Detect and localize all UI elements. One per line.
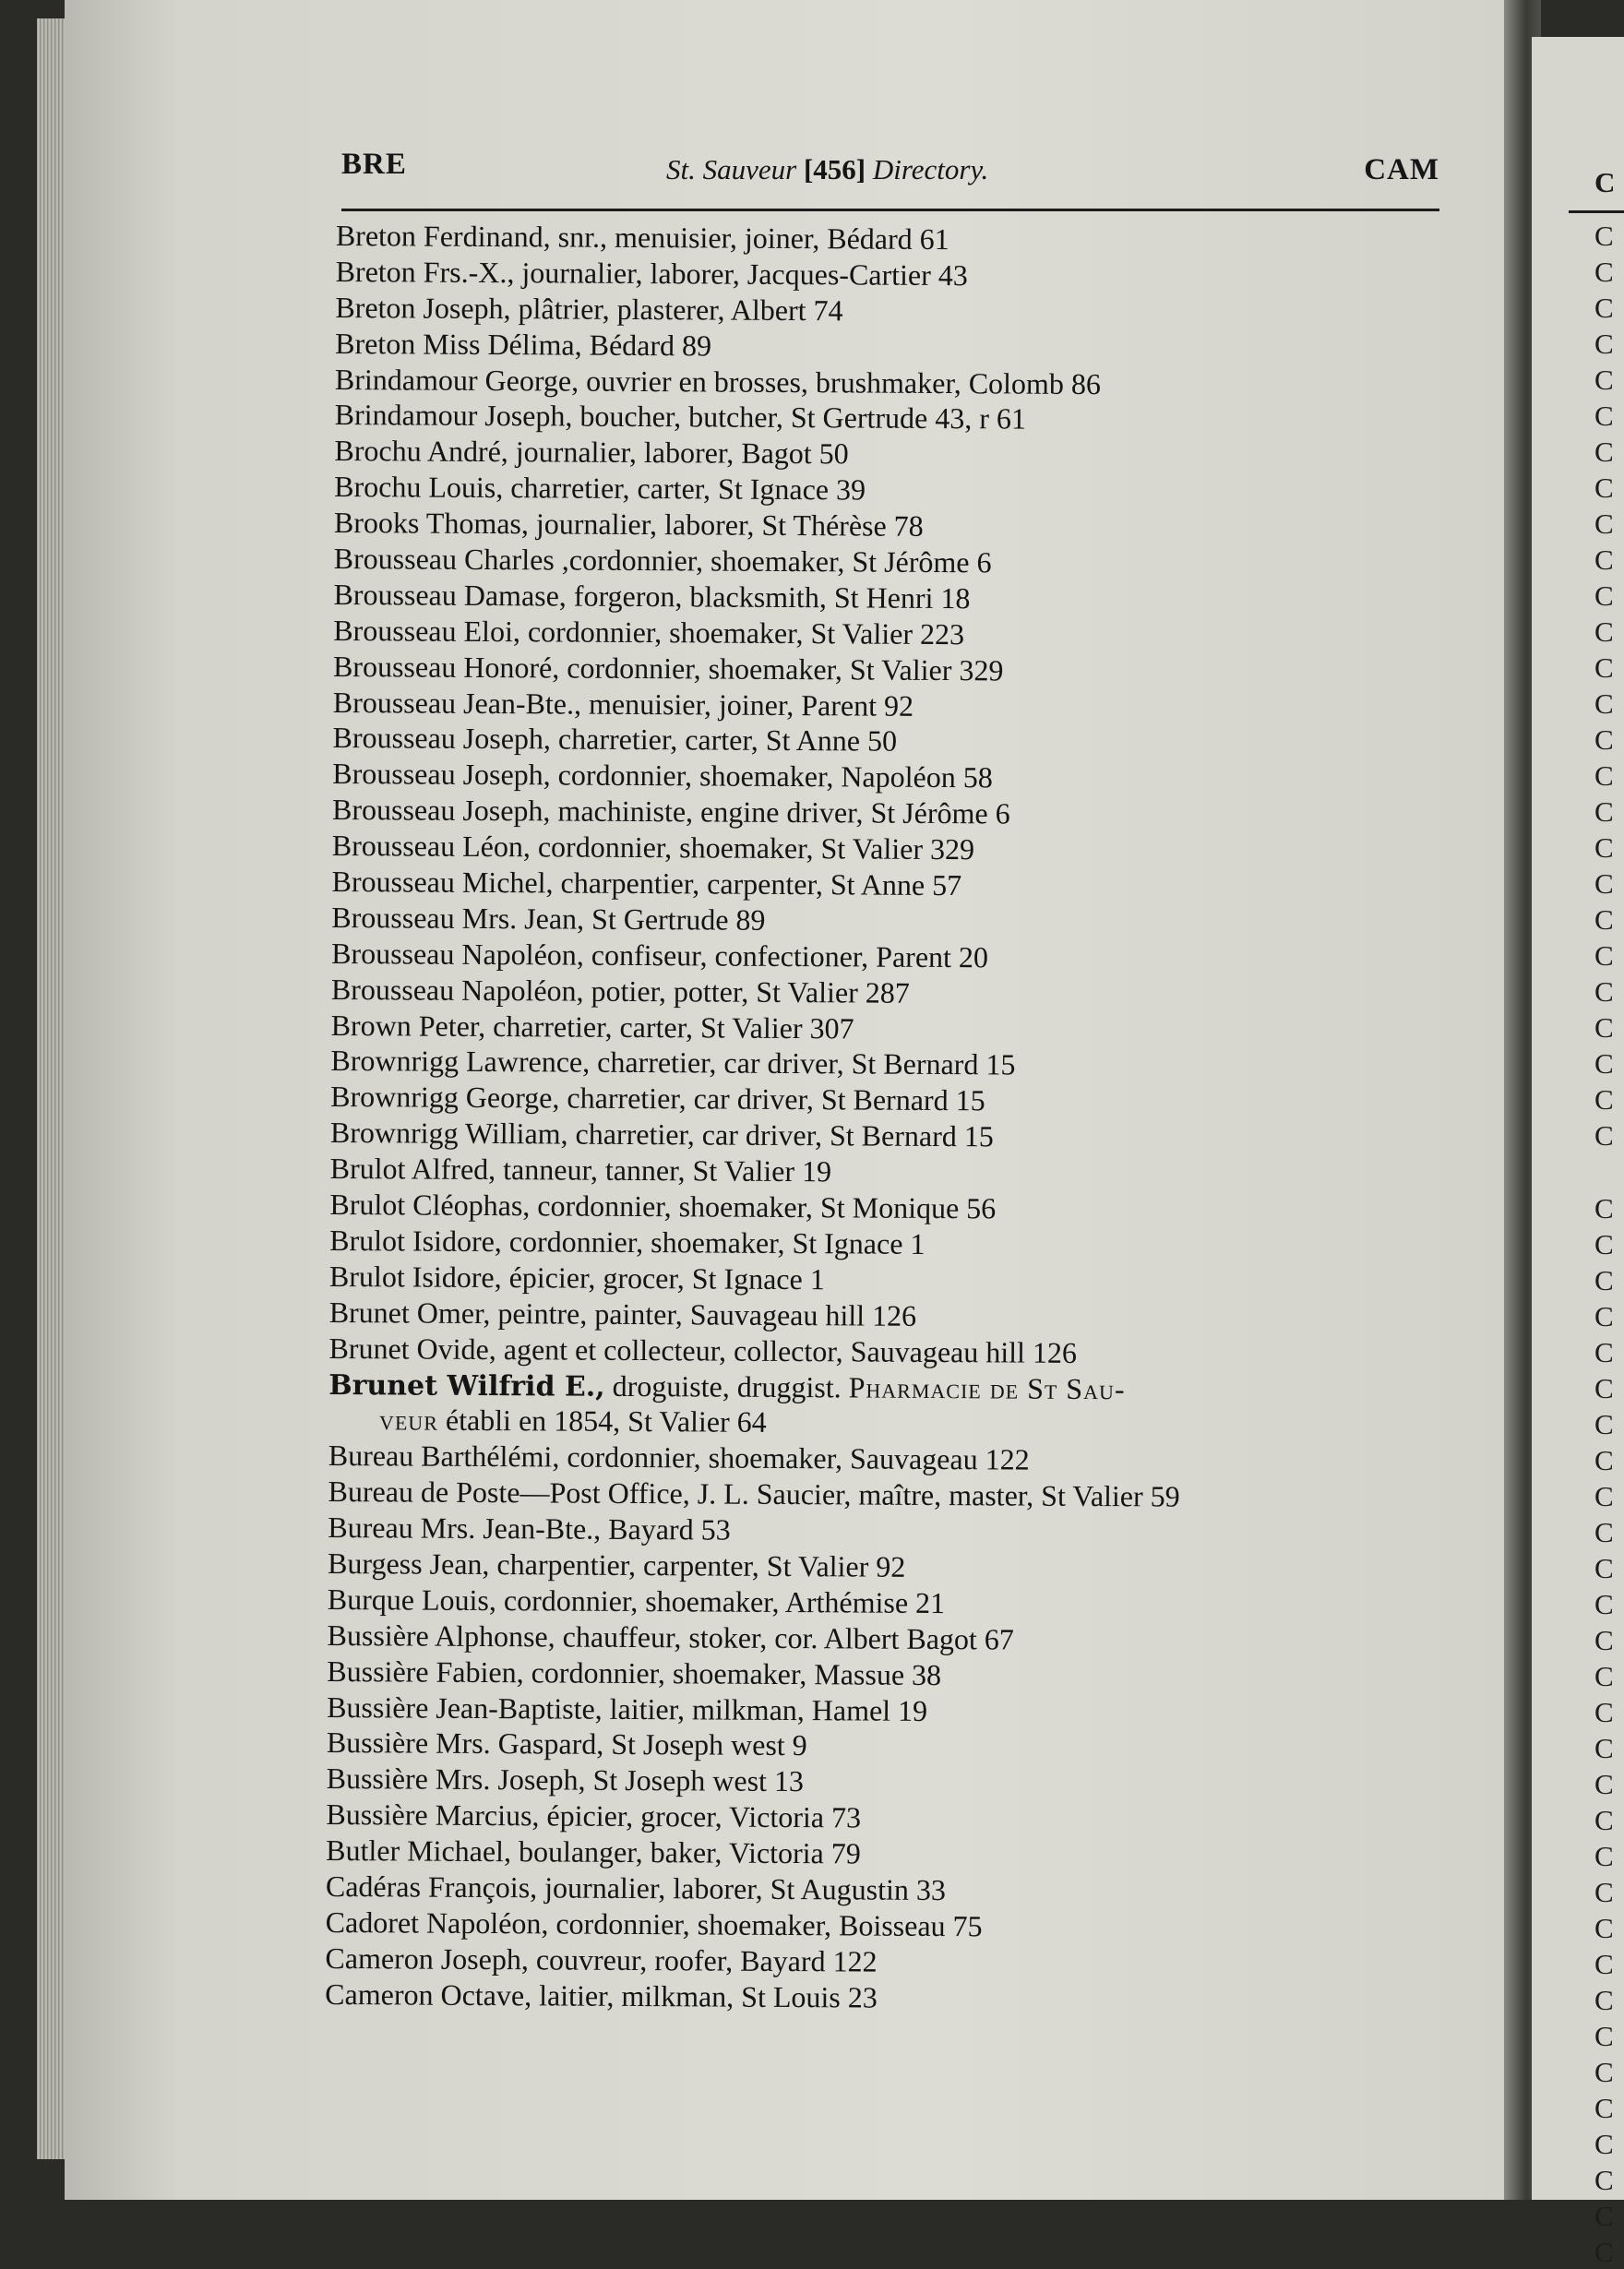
next-page-entry-initial: C [1594, 1912, 1614, 1944]
directory-entries [325, 218, 1443, 2019]
featured-entry-text-2: établi en 1854, St Valier 64 [437, 1403, 767, 1439]
next-page-entry-initial: C [1594, 1264, 1614, 1296]
directory-entry: Cadéras François, journalier, laborer, St Augustin 33 [325, 1869, 947, 1907]
next-page-entry-initial: C [1594, 220, 1614, 252]
directory-entry: Brooks Thomas, journalier, laborer, St Thérèse 78 [333, 506, 924, 543]
featured-entry-name: Brunet Wilfrid E., [328, 1368, 605, 1403]
next-page-entry-initial: C [1594, 939, 1614, 972]
directory-entry: Brousseau Jean-Bte., menuisier, joiner, Parent 92 [332, 685, 914, 722]
header-right-guide: CAM [1364, 153, 1439, 186]
next-page-entry-initial: C [1594, 2200, 1614, 2232]
directory-entry: Bussière Fabien, cordonnier, shoemaker, Massue 38 [327, 1654, 942, 1691]
directory-entry: Bussière Mrs. Gaspard, St Joseph west 9 [326, 1726, 807, 1762]
directory-entry: Brulot Isidore, cordonnier, shoemaker, St Ignace 1 [329, 1223, 925, 1260]
directory-entry: Breton Joseph, plâtrier, plasterer, Albert 74 [335, 290, 843, 328]
directory-entry: Brindamour Joseph, boucher, butcher, St Gertrude 43, r 61 [334, 398, 1027, 436]
directory-entry: Brunet Omer, peintre, painter, Sauvageau hill 126 [328, 1295, 917, 1332]
directory-entry: Burgess Jean, charpentier, carpenter, St Valier 92 [327, 1546, 906, 1583]
directory-entry: Brindamour George, ouvrier en brosses, brushmaker, Colomb 86 [334, 362, 1101, 400]
next-page-entry-initial: C [1594, 1119, 1614, 1152]
next-page-entry-initial: C [1594, 723, 1614, 756]
directory-entry: Burque Louis, cordonnier, shoemaker, Arthémise 21 [327, 1582, 946, 1619]
directory-entry: Brousseau Charles ,cordonnier, shoemaker, St Jérôme 6 [333, 542, 992, 579]
directory-entry: Bureau Barthélémi, cordonnier, shoemaker, Sauvageau 122 [328, 1439, 1030, 1476]
directory-entry: Brulot Alfred, tanneur, tanner, St Valier 19 [329, 1152, 832, 1188]
directory-entry: Brousseau Léon, cordonnier, shoemaker, St Valier 329 [331, 829, 975, 866]
next-page-entry-initial: C [1594, 687, 1614, 720]
directory-entry: Brousseau Damase, forgeron, blacksmith, St Henri 18 [333, 577, 971, 615]
header-title-part2: Directory. [872, 153, 989, 185]
directory-entry: Brunet Ovide, agent et collecteur, collector, Sauvageau hill 126 [328, 1331, 1078, 1369]
next-page-entry-initial: C [1594, 436, 1614, 468]
entries-block-2 [325, 1438, 1436, 2019]
next-page-entry-initial: C [1594, 1192, 1614, 1224]
directory-entry: Bussière Marcius, épicier, grocer, Victoria 73 [326, 1797, 862, 1834]
next-page-entry-initial: C [1594, 1408, 1614, 1440]
next-page-entry-initial: C [1594, 2092, 1614, 2124]
directory-entry: Brownrigg Lawrence, charretier, car driver, St Bernard 15 [330, 1044, 1016, 1081]
directory-entry: Brousseau Joseph, cordonnier, shoemaker, Napoléon 58 [332, 757, 993, 794]
next-page-entry-initial: C [1594, 1804, 1614, 1836]
header-title-part1: St. Sauveur [666, 153, 797, 185]
header-title [666, 153, 988, 186]
header-rule [341, 209, 1439, 211]
featured-entry-text-1: droguiste, druggist. [604, 1368, 849, 1403]
directory-entry: Brownrigg William, charretier, car driver, St Bernard 15 [329, 1116, 994, 1153]
next-page-entry-initial: C [1594, 1372, 1614, 1404]
next-page-entry-initial: C [1594, 1300, 1614, 1332]
directory-entry: Brousseau Michel, charpentier, carpenter, St Anne 57 [331, 865, 962, 902]
next-page-header-rule [1569, 210, 1624, 213]
page-number: [456] [803, 153, 866, 185]
next-page-entry-initial: C [1594, 1480, 1614, 1512]
next-page-entry-initial: C [1594, 651, 1614, 684]
next-page-entry-initial: C [1594, 292, 1614, 324]
next-page-entry-initial: C [1594, 1840, 1614, 1872]
directory-entry: Brousseau Joseph, charretier, carter, St Anne 50 [332, 721, 898, 758]
next-page-entry-initial: C [1594, 1552, 1614, 1584]
directory-entry: Brousseau Joseph, machiniste, engine driver, St Jérôme 6 [331, 793, 1010, 830]
next-page-entry-initial: C [1594, 364, 1614, 396]
directory-entry: Butler Michael, boulanger, baker, Victoria 79 [326, 1833, 861, 1870]
directory-entry: Brousseau Mrs. Jean, St Gertrude 89 [331, 900, 766, 937]
directory-entry: Brousseau Napoléon, potier, potter, St Valier 287 [330, 972, 910, 1009]
directory-entry: Brown Peter, charretier, carter, St Valier 307 [330, 1008, 854, 1045]
next-page-entry-initial: C [1594, 2020, 1614, 2052]
next-page-entry-initial: C [1594, 328, 1614, 360]
next-page-entry-initial: C [1594, 472, 1614, 504]
next-page-entry-initial: C [1594, 1011, 1614, 1044]
next-page-entry-initial: C [1594, 1083, 1614, 1116]
directory-entry: Brownrigg George, charretier, car driver, St Bernard 15 [330, 1080, 985, 1117]
directory-entry: Bussière Alphonse, chauffeur, stoker, cor. Albert Bagot 67 [327, 1618, 1014, 1656]
next-page-entry-initial: C [1594, 1444, 1614, 1476]
next-page-entry-initial: C [1594, 256, 1614, 288]
directory-entry: Breton Ferdinand, snr., menuisier, joiner, Bédard 61 [335, 218, 949, 257]
directory-entry: Bussière Mrs. Joseph, St Joseph west 13 [326, 1761, 805, 1798]
directory-entry: Cameron Octave, laitier, milkman, St Louis 23 [325, 1976, 878, 2014]
directory-entry: Brulot Isidore, épicier, grocer, St Ignace 1 [328, 1259, 825, 1296]
next-page-entry-initial: C [1594, 1732, 1614, 1764]
next-page-entry-initial: C [1594, 1768, 1614, 1800]
next-page-entry-initial: C [1594, 1588, 1614, 1620]
directory-entry: Brousseau Honoré, cordonnier, shoemaker, St Valier 329 [332, 649, 1004, 687]
next-page-entry-initial: C [1594, 1660, 1614, 1692]
directory-entry: Cadoret Napoléon, cordonnier, shoemaker, Boisseau 75 [325, 1905, 983, 1943]
next-page-entry-initial: C [1594, 2164, 1614, 2196]
next-page-entry-initial: C [1594, 1696, 1614, 1728]
directory-entry: Brochu Louis, charretier, carter, St Ignace 39 [334, 470, 866, 507]
running-header [341, 148, 1439, 203]
next-page-entry-initial: C [1594, 579, 1614, 612]
next-page-header: C [1594, 166, 1616, 198]
next-page-entry-initial: C [1594, 903, 1614, 936]
featured-entry-pharmacy-2: veur [378, 1403, 439, 1438]
next-page-entry-initial: C [1594, 2128, 1614, 2160]
directory-entry: Cameron Joseph, couvreur, roofer, Bayard 122 [325, 1941, 878, 1978]
next-page-entry-initial: C [1594, 759, 1614, 792]
next-page-entry-initial: C [1594, 543, 1614, 576]
directory-entry: Bureau de Poste—Post Office, J. L. Saucier, maître, master, St Valier 59 [328, 1475, 1180, 1513]
next-page-entry-initial: C [1594, 2236, 1614, 2268]
directory-entry: Brochu André, journalier, laborer, Bagot 50 [334, 434, 849, 471]
next-page-entry-initial: C [1594, 831, 1614, 864]
next-page-entry-initial: C [1594, 1948, 1614, 1980]
directory-entry: Breton Miss Délima, Bédard 89 [335, 326, 712, 363]
featured-entry-pharmacy-1: Pharmacie de St Sau- [848, 1369, 1126, 1405]
directory-entry: Brousseau Napoléon, confiseur, confectioner, Parent 20 [331, 936, 989, 974]
next-page-entry-initial: C [1594, 2056, 1614, 2088]
next-page-entry-initial: C [1594, 400, 1614, 432]
directory-entry: Bureau Mrs. Jean-Bte., Bayard 53 [328, 1511, 731, 1547]
next-page-entry-initial: C [1594, 867, 1614, 900]
next-page-entry-initial: C [1594, 1876, 1614, 1908]
next-page-entry-initial: C [1594, 975, 1614, 1008]
next-page-entry-initial: C [1594, 1624, 1614, 1656]
next-page-entry-initial: C [1594, 508, 1614, 540]
next-page-entry-initial: C [1594, 1984, 1614, 2016]
header-left-guide: BRE [341, 148, 407, 181]
next-page-entry-initial: C [1594, 795, 1614, 828]
next-page-entry-initial: C [1594, 1228, 1614, 1260]
next-page-entry-initial: C [1594, 615, 1614, 648]
next-page-entry-initial: C [1594, 1336, 1614, 1368]
next-page-entry-initial: C [1594, 1047, 1614, 1080]
directory-entry: Breton Frs.-X., journalier, laborer, Jacques-Cartier 43 [335, 254, 968, 293]
directory-entry: Brulot Cléophas, cordonnier, shoemaker, St Monique 56 [329, 1188, 997, 1225]
entries-block-1 [328, 218, 1443, 1373]
next-page-entry-initial: C [1594, 1516, 1614, 1548]
directory-entry: Brousseau Eloi, cordonnier, shoemaker, St Valier 223 [333, 613, 965, 651]
directory-entry: Bussière Jean-Baptiste, laitier, milkman, Hamel 19 [327, 1690, 928, 1727]
next-page-strip [1532, 37, 1624, 2268]
